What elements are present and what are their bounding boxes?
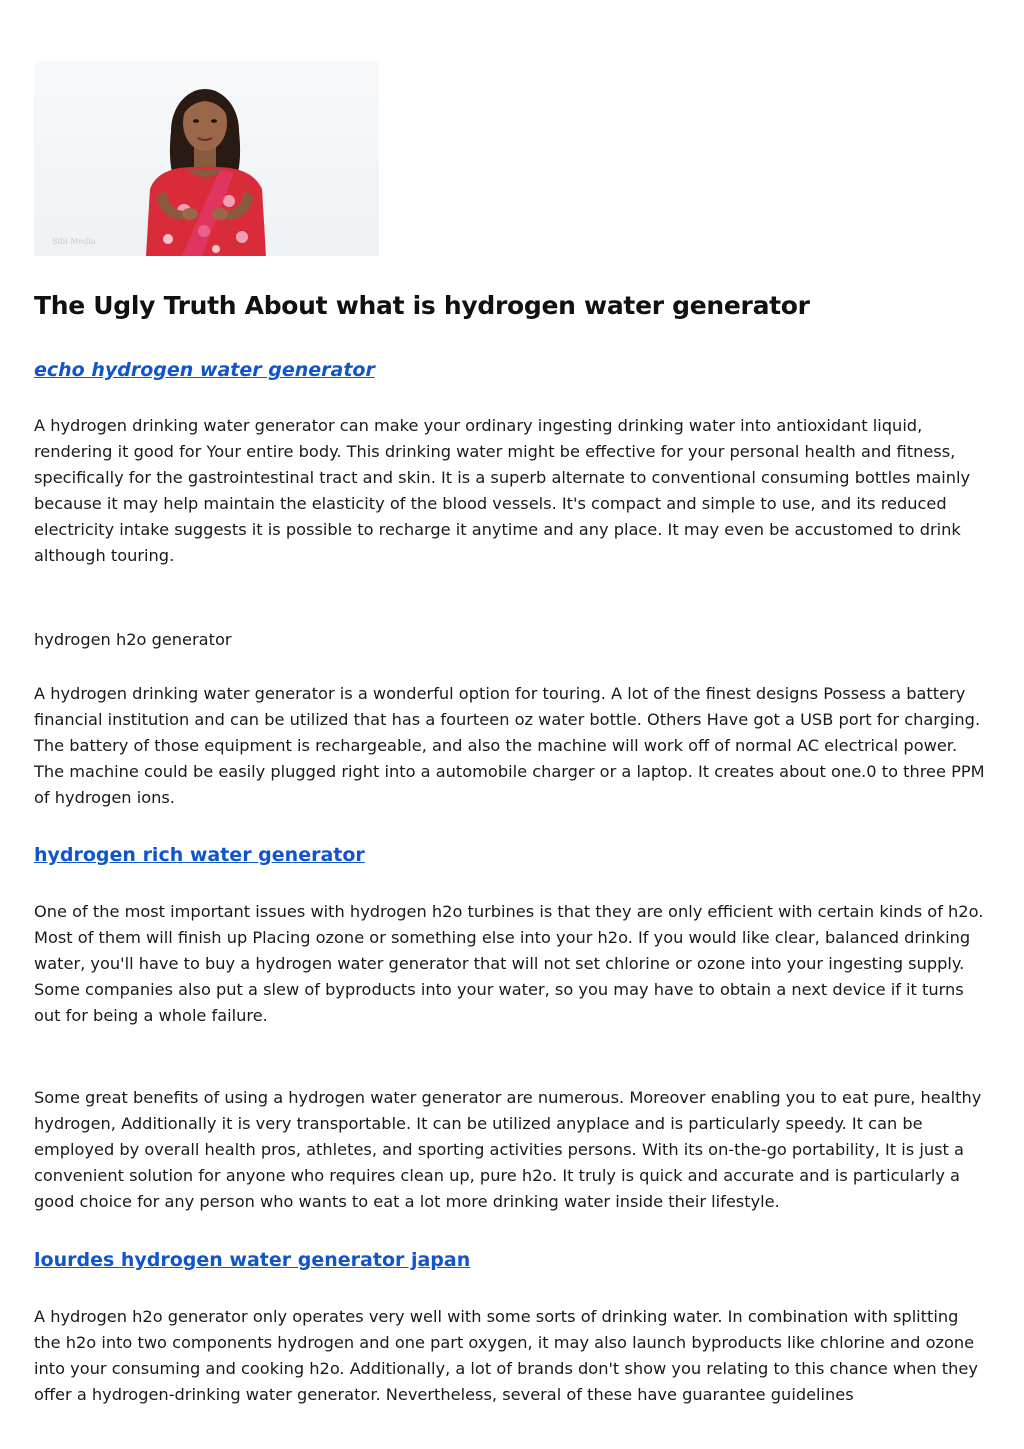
paragraph-2: A hydrogen drinking water generator is a wonderful option for touring. A lot of the finest designs Possess a battery financial institution and can be utilized that has a fourteen oz water bottle. Others Have got a USB port for charging. The battery of those equipment is rechargeable, and also the machine will work off of normal AC electrical power. The machine could be easily plugged right into a automobile charger or a laptop. It creates about one.0 to three PPM of hydrogen ions. [34,684,985,807]
paragraph-4: Some great benefits of using a hydrogen water generator are numerous. Moreover enabling you to eat pure, healthy hydrogen, Additionally it is very transportable. It can be utilized anyplace and is particularly speedy. It can be employed by overall health pros, athletes, and sporting activities persons. With its on-the-go portability, It is just a convenient solution for anyone who requires clean up, pure h2o. It truly is quick and accurate and is particularly a good choice for any person who wants to eat a lot more drinking water inside their lifestyle. [34,1088,982,1211]
paragraph-5: A hydrogen h2o generator only operates very well with some sorts of drinking water. In combination with splitting the h2o into two components hydrogen and one part oxygen, it may also launch byproducts like chlorine and ozone into your consuming and cooking h2o. Additionally, a lot of brands don't show you relating to this chance when they offer a hydrogen-drinking water generator. Nevertheless, several of these have guarantee guidelines [34,1307,978,1404]
paragraph-1: A hydrogen drinking water generator can make your ordinary ingesting drinking water into antioxidant liquid, rendering it good for Your entire body. This drinking water might be effective for your personal health and fitness, specifically for the gastrointestinal tract and skin. It is a superb alternate to conventional consuming bottles mainly because it may help maintain the elasticity of the blood vessels. It's compact and simple to use, and its reduced electricity intake suggests it is possible to recharge it anytime and any place. It may even be accustomed to drink although touring. [34,416,971,565]
link-lourdes-hydrogen-water-generator-japan[interactable]: lourdes hydrogen water generator japan [34,1249,471,1271]
subheading-hydrogen-h2o-generator: hydrogen h2o generator [34,630,232,649]
paragraph-3: One of the most important issues with hydrogen h2o turbines is that they are only efficient with certain kinds of h2o. Most of them will finish up Placing ozone or something else into your h2o. If you would like clear, balanced drinking water, you'll have to buy a hydrogen water generator that will not set chlorine or ozone into your ingesting supply. Some companies also put a slew of byproducts into your water, so you may have to obtain a next device if it turns out for being a whole failure. [34,902,984,1025]
image-watermark: Sibi Media [52,237,96,246]
woman-in-red-dress-illustration [34,61,379,256]
link-hydrogen-rich-water-generator[interactable]: hydrogen rich water generator [34,844,365,866]
hero-image [34,61,379,256]
link-echo-hydrogen-water-generator[interactable]: echo hydrogen water generator [34,359,375,381]
article-title: The Ugly Truth About what is hydrogen water generator [34,291,810,320]
